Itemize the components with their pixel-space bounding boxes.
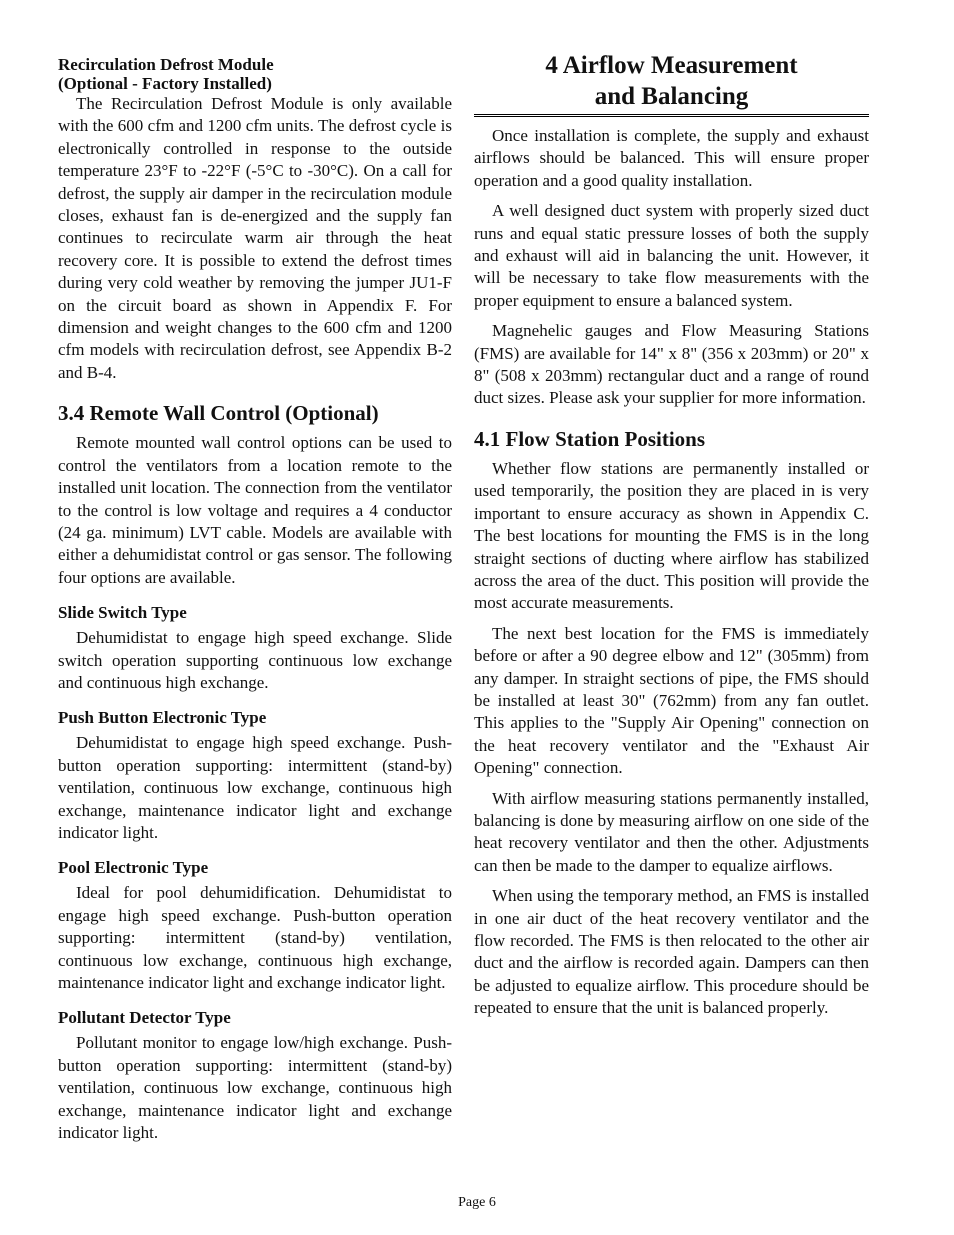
left-column — [58, 0, 452, 1144]
flow-station-paragraph-3: With airflow measuring stations permanently installed, balancing is done by measuring airflow on one side of the heat recovery ventilator and then the other. Adjustments can then be made to the damper to equalize airflows. — [474, 788, 869, 875]
defrost-subtitle: (Optional - Factory Installed) — [58, 74, 272, 93]
slide-switch-title: Slide Switch Type — [58, 603, 187, 623]
chapter-title-line-1: 4 Airflow Measurement — [545, 52, 798, 79]
flow-station-paragraph-4: When using the temporary method, an FMS is installed in one air duct of the heat recovery ventilator and the flow recorded. The FMS is then relocated to the other air duct and the airflow is recorded again. Dampers can then be adjusted to equalize airflow. This procedure should be repeated to ensure that the unit is balanced properly. — [474, 886, 869, 1018]
defrost-title: Recirculation Defrost Module — [58, 55, 274, 74]
remote-control-paragraph: Remote mounted wall control options can be used to control the ventilators from a location remote to the installed unit location. The connection from the ventilator to the control is low voltage and requires a 4 conductor (24 ga. minimum) LVT cable. Models are available with either a dehumidistat control or gas sensor. The following four options are available. — [58, 433, 452, 587]
pollutant-detector-title: Pollutant Detector Type — [58, 1008, 231, 1028]
slide-switch-paragraph: Dehumidistat to engage high speed exchange. Slide switch operation supporting continuous low exchange and continuous high exchange. — [58, 628, 452, 692]
pollutant-detector-paragraph: Pollutant monitor to engage low/high exchange. Push-button operation supporting: intermittent (stand-by) ventilation, continuous low exchange, continuous high exchange, maintenance indicator light and exchange indicator light. — [58, 1033, 452, 1143]
push-button-paragraph: Dehumidistat to engage high speed exchange. Push-button operation supporting: intermittent (stand-by) ventilation, continuous low exchange, continuous high exchange, maintenance indicator light and exchange indicator light. — [58, 733, 452, 842]
push-button-title: Push Button Electronic Type — [58, 708, 267, 728]
flow-station-paragraph-2: The next best location for the FMS is immediately before or after a 90 degree elbow and 12" (305mm) from any damper. In straight sections of pipe, the FMS should be installed at least 30" (762mm) from any fan outlet. This applies to the "Supply Air Opening" connection on the heat recovery ventilator and the "Exhaust Air Opening" connection. — [474, 623, 869, 778]
chapter-heading — [474, 50, 869, 112]
defrost-module-title — [58, 55, 452, 93]
balancing-paragraph-1: Once installation is complete, the supply and exhaust airflows should be balanced. This will ensure proper operation and a good quality installation. — [474, 126, 869, 190]
pool-electronic-paragraph: Ideal for pool dehumidification. Dehumidistat to engage high speed exchange. Push-button operation supporting: intermittent (stand-by) ventilation, continuous low exchange, continuous high exchange, maintenance indicator light and exchange indicator light. — [58, 883, 452, 992]
right-column — [474, 0, 869, 1020]
flow-station-paragraph-1: Whether flow stations are permanently installed or used temporarily, the position they are placed in is very important to ensure accuracy as shown in Appendix C. The best locations for mounting the FMS is in the long straight sections of ducting where airflow has stabilized across the area of the duct. This position will provide the most accurate measurements. — [474, 458, 869, 613]
chapter-rule — [474, 114, 869, 117]
pool-electronic-title: Pool Electronic Type — [58, 858, 209, 878]
section-4-1-heading: 4.1 Flow Station Positions — [474, 426, 706, 451]
page-number: Page 6 — [458, 1195, 496, 1210]
chapter-title-line-2: and Balancing — [594, 83, 749, 110]
balancing-paragraph-2: A well designed duct system with properly sized duct runs and equal static pressure losses of both the supply and exhaust will aid in balancing the unit. However, it will be necessary to take flow measurements with the proper equipment to ensure a balanced system. — [474, 201, 869, 310]
defrost-paragraph: The Recirculation Defrost Module is only available with the 600 cfm and 1200 cfm units. The defrost cycle is electronically controlled in response to the outside temperature 23°F to -22°F (-5°C to -30°C). On a call for defrost, the supply air damper in the recirculation module closes, exhaust fan is de-energized and the supply fan continues to recirculate warm air through the heat recovery core. It is possible to extend the defrost times during very cold weather by removing the jumper JU1-F on the circuit board as shown in Appendix F. For dimension and weight changes to the 600 cfm and 1200 cfm models with recirculation defrost, see Appendix B-2 and B-4. — [58, 94, 452, 382]
section-3-4-heading: 3.4 Remote Wall Control (Optional) — [58, 401, 379, 426]
balancing-paragraph-3: Magnehelic gauges and Flow Measuring Stations (FMS) are available for 14" x 8" (356 x 203mm) or 20" x 8" (508 x 203mm) rectangular duct and a range of round duct sizes. Please ask your supplier for more information. — [474, 321, 869, 408]
